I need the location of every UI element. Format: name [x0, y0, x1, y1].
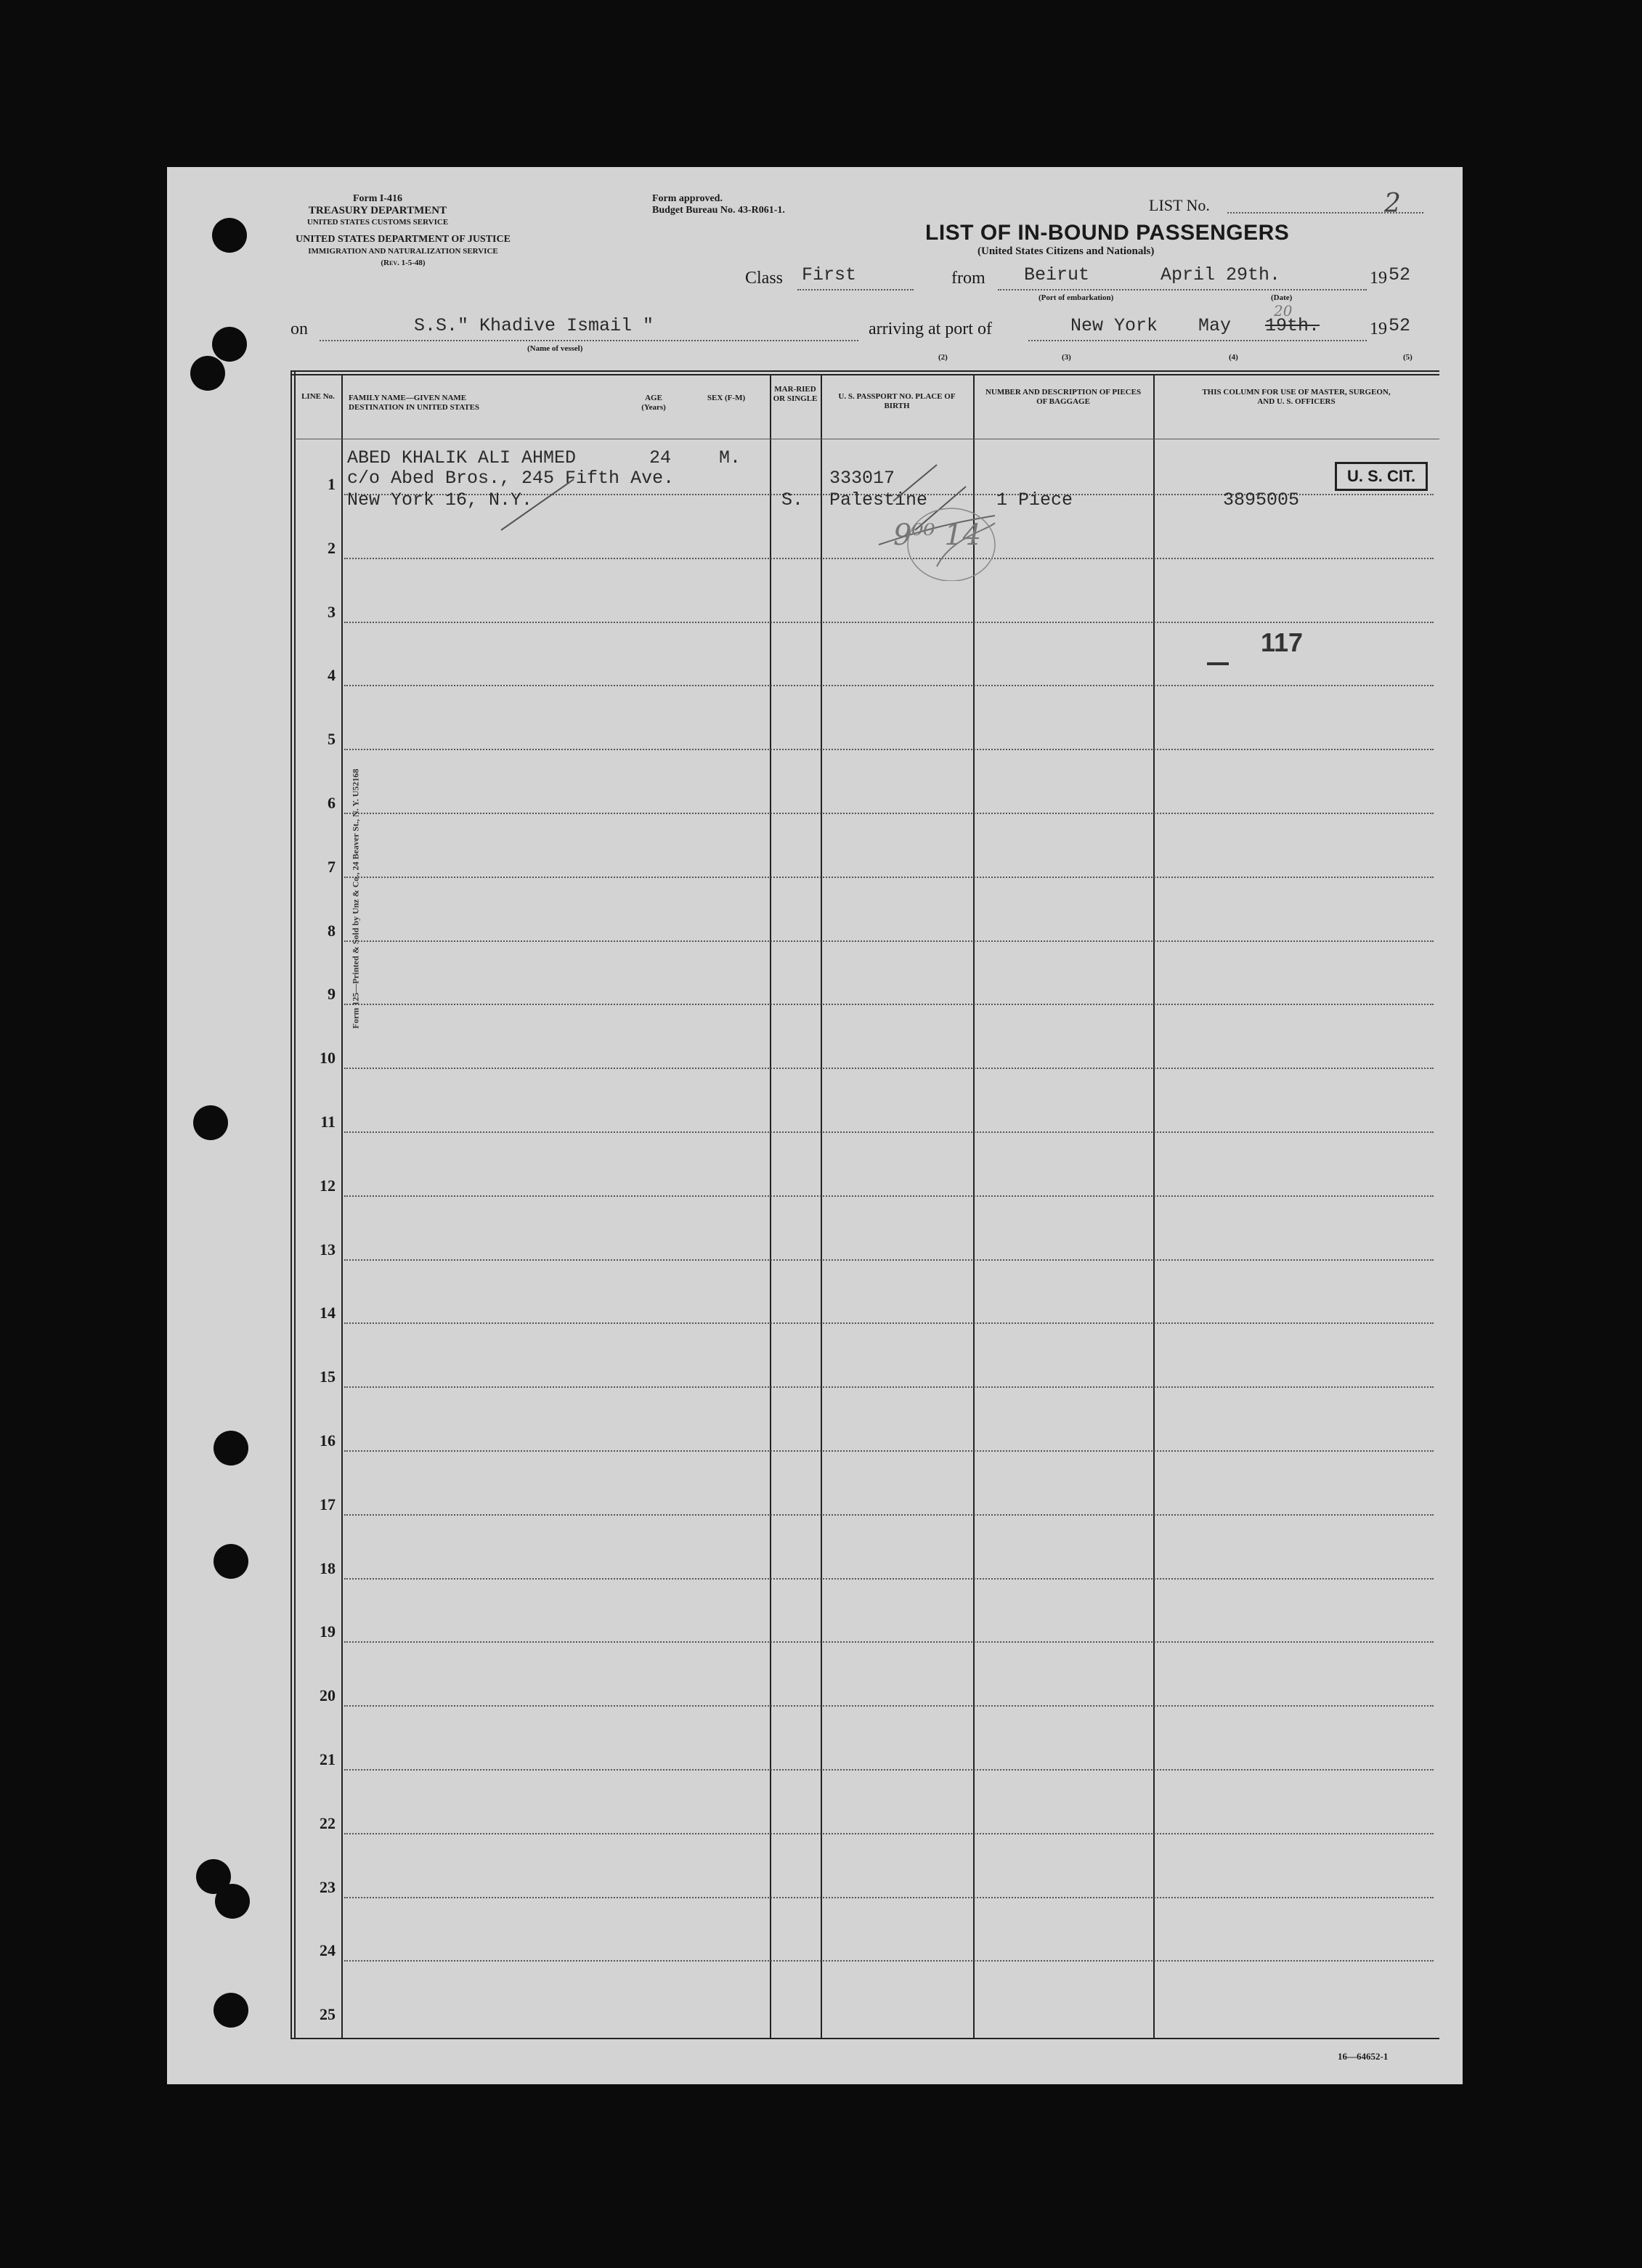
table-bottom-rule: [290, 2038, 1439, 2039]
passenger-address: c/o Abed Bros., 245 Fifth Ave.: [347, 468, 675, 489]
date-caption: (Date): [1271, 293, 1293, 302]
punch-hole: [212, 327, 247, 362]
col-divider-baggage: [973, 375, 975, 2038]
line-number: 13: [320, 1240, 336, 1259]
row-line: [344, 1004, 1434, 1005]
revision: (Rev. 1-5-48): [381, 259, 426, 267]
header-passport: U. S. PASSPORT NO. PLACE OF BIRTH: [838, 392, 956, 410]
passenger-name: ABED KHALIK ALI AHMED: [347, 447, 577, 468]
class-line: [797, 289, 914, 290]
punch-hole: [214, 1431, 248, 1466]
line-number: 20: [320, 1686, 336, 1705]
treasury-department: TREASURY DEPARTMENT: [308, 205, 447, 216]
header-family-name: FAMILY NAME—GIVEN NAME DESTINATION IN UNITED STATES: [349, 394, 480, 412]
form-page: [167, 167, 1463, 2084]
arrival-year-suffix: 52: [1389, 315, 1411, 336]
row-line: [344, 749, 1434, 750]
table-top-rule-1: [290, 370, 1439, 372]
line-number: 3: [328, 602, 336, 621]
punch-hole: [212, 218, 247, 253]
line-number: 4: [328, 666, 336, 685]
handwritten-signature: 9⁰⁰ 14: [893, 519, 982, 552]
row-line: [344, 1131, 1434, 1133]
arrival-day-struck: 19th.: [1265, 315, 1320, 336]
side-imprint: Form 125—Printed & Sold by Unz & Co., 24 Beaver St., N. Y. U52168: [350, 768, 361, 1029]
arrival-month: May: [1198, 315, 1232, 336]
line-number: 17: [320, 1495, 336, 1513]
col-caption-2: (2): [938, 353, 948, 362]
arrival-port: New York: [1070, 315, 1158, 336]
place-of-birth: Palestine: [829, 489, 928, 511]
on-label: on: [290, 320, 308, 338]
header-baggage: NUMBER AND DESCRIPTION OF PIECES OF BAGGAGE: [985, 388, 1142, 406]
handwritten-annotation-icon: [487, 421, 1009, 581]
row-line: [344, 1833, 1434, 1834]
row-line: [344, 1769, 1434, 1771]
embarkation-port: Beirut: [1024, 264, 1090, 285]
line-number: 12: [320, 1176, 336, 1195]
budget-bureau: Budget Bureau No. 43-R061-1.: [652, 205, 785, 216]
form-subtitle: (United States Citizens and Nationals): [978, 245, 1155, 257]
row-line: [344, 1068, 1434, 1069]
line-number: 7: [328, 857, 336, 876]
line-number: 23: [320, 1877, 336, 1896]
ins-service: IMMIGRATION AND NATURALIZATION SERVICE: [308, 247, 498, 256]
line-number: 14: [320, 1304, 336, 1322]
col-divider-officers: [1153, 375, 1155, 2038]
punch-hole: [193, 1105, 228, 1140]
embark-year-suffix: 52: [1389, 264, 1411, 285]
punch-hole: [214, 1544, 248, 1579]
row-line: [344, 940, 1434, 942]
officer-number: 3895005: [1223, 489, 1300, 511]
table-top-rule-2: [290, 374, 1439, 375]
row-line: [344, 813, 1434, 814]
line-number: 22: [320, 1813, 336, 1832]
row-line: [344, 1322, 1434, 1324]
header-married: MAR-RIED OR SINGLE: [773, 385, 818, 403]
header-sex: SEX (F-M): [707, 394, 746, 402]
arriving-label: arriving at port of: [869, 320, 992, 338]
stamp-number: 117: [1261, 627, 1304, 657]
justice-block: [283, 234, 523, 269]
row-line: [344, 1195, 1434, 1197]
line-number: 25: [320, 2005, 336, 2024]
line-number: 16: [320, 1431, 336, 1450]
footer-code: 16—64652-1: [1338, 2051, 1389, 2062]
vessel-name: S.S." Khadive Ismail ": [414, 315, 654, 336]
col-divider-married: [770, 375, 771, 2038]
header-line-no: LINE No.: [301, 392, 335, 401]
row-line: [344, 685, 1434, 686]
list-no-label: LIST No.: [1149, 196, 1210, 214]
from-label: from: [951, 269, 985, 288]
row-line: [344, 1641, 1434, 1643]
punch-hole: [215, 1884, 250, 1919]
row-line: [344, 622, 1434, 623]
line-number: 10: [320, 1049, 336, 1068]
vessel-caption: (Name of vessel): [527, 344, 583, 353]
form-number: Form I-416: [352, 193, 403, 204]
arrival-year-prefix: 19: [1370, 320, 1387, 338]
arrival-day-correction: 20: [1274, 302, 1293, 320]
list-no-value: 2: [1384, 189, 1401, 219]
punch-hole: [190, 356, 225, 391]
line-number: 9: [328, 985, 336, 1004]
col-divider-line: [341, 375, 343, 2038]
line-number: 2: [328, 538, 336, 557]
col-caption-4: (4): [1229, 353, 1238, 362]
col-divider-passport: [821, 375, 822, 2038]
form-title: LIST OF IN-BOUND PASSENGERS: [925, 221, 1290, 245]
treasury-block: [283, 193, 472, 228]
line-number: 15: [320, 1367, 336, 1386]
table-left-border: [290, 370, 292, 2039]
embark-year-prefix: 19: [1370, 269, 1387, 288]
citizen-stamp: U. S. CIT.: [1335, 462, 1428, 491]
line-number: 11: [320, 1113, 336, 1131]
header-officers: THIS COLUMN FOR USE OF MASTER, SURGEON, AND U. S. OFFICERS: [1202, 388, 1391, 406]
vessel-line: [320, 340, 858, 341]
header-age: AGE (Years): [641, 394, 666, 412]
passenger-age: 24: [649, 447, 672, 468]
approval-block: [652, 193, 785, 216]
justice-department: UNITED STATES DEPARTMENT OF JUSTICE: [296, 234, 511, 245]
row-line: [344, 1960, 1434, 1962]
from-line: [998, 289, 1367, 290]
line-number: 24: [320, 1941, 336, 1960]
class-label: Class: [745, 269, 784, 288]
arrival-line: [1028, 340, 1367, 341]
col-caption-5: (5): [1403, 353, 1413, 362]
form-approved: Form approved.: [652, 193, 723, 204]
customs-service: UNITED STATES CUSTOMS SERVICE: [306, 218, 449, 227]
stamp-dash: [1207, 662, 1229, 665]
row-line: [344, 1705, 1434, 1707]
row-line: [344, 1386, 1434, 1388]
passport-number: 333017: [829, 468, 895, 489]
line-number: 19: [320, 1622, 336, 1641]
passenger-city: New York 16, N.Y.: [347, 489, 533, 511]
embarkation-date: April 29th.: [1161, 264, 1281, 285]
line-number: 21: [320, 1750, 336, 1768]
row-line: [344, 877, 1434, 878]
row-line: [344, 1897, 1434, 1898]
passenger-marital: S.: [781, 489, 804, 511]
row-line: [344, 1450, 1434, 1452]
line-number: 8: [328, 921, 336, 940]
row-line: [344, 1578, 1434, 1580]
class-value: First: [802, 264, 857, 285]
line-number: 18: [320, 1558, 336, 1577]
col-caption-3: (3): [1062, 353, 1071, 362]
line-number: 5: [328, 730, 336, 749]
row-line: [344, 1514, 1434, 1516]
row-line: [344, 1259, 1434, 1261]
line-number: 6: [328, 794, 336, 812]
baggage-description: 1 Piece: [996, 489, 1073, 511]
punch-hole: [214, 1993, 248, 2028]
passenger-sex: M.: [719, 447, 741, 468]
line-number: 1: [328, 475, 336, 493]
table-left-border-2: [294, 370, 296, 2039]
port-caption: (Port of embarkation): [1039, 293, 1114, 302]
